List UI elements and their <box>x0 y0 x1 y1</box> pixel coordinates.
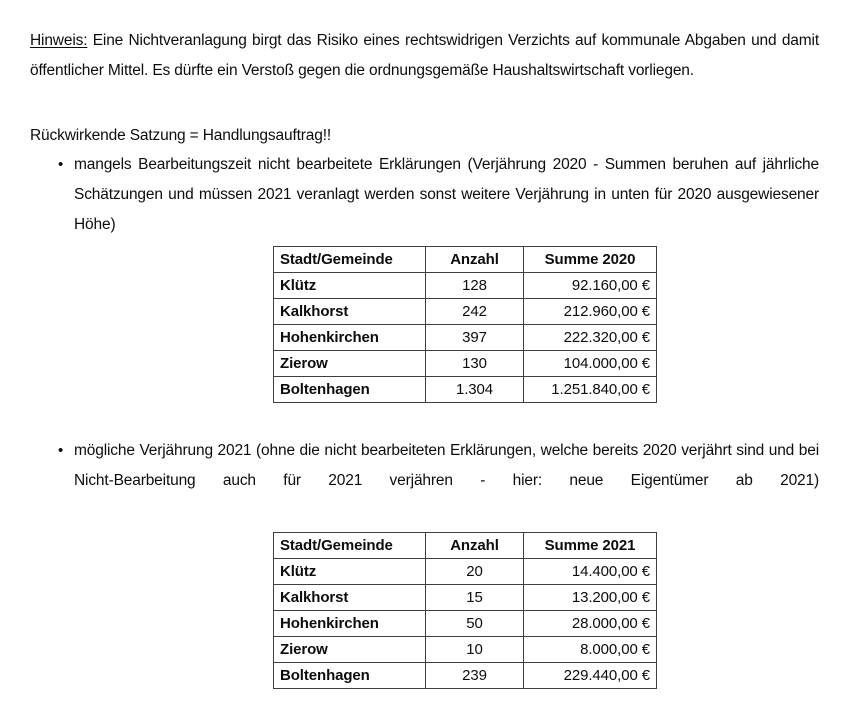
intro-lead-label: Hinweis: <box>30 31 88 49</box>
cell-count: 128 <box>426 273 524 299</box>
table-row <box>274 377 657 403</box>
cell-count: 50 <box>426 611 524 637</box>
table-header-row <box>274 533 657 559</box>
cell-sum: 92.160,00 € <box>524 273 657 299</box>
cell-count: 1.304 <box>426 377 524 403</box>
cell-municipality: Boltenhagen <box>274 663 426 689</box>
cell-count: 20 <box>426 559 524 585</box>
table-header-2021 <box>274 533 657 559</box>
table-row <box>274 299 657 325</box>
column-header-municipality: Stadt/Gemeinde <box>274 247 426 273</box>
column-header-sum: Summe 2021 <box>524 533 657 559</box>
cell-sum: 1.251.840,00 € <box>524 377 657 403</box>
bullet-marker-icon: • <box>58 442 64 459</box>
cell-count: 130 <box>426 351 524 377</box>
cell-count: 242 <box>426 299 524 325</box>
bullet-item-text: mögliche Verjährung 2021 (ohne die nicht bearbeiteten Erklärungen, welche bereits 2020 verjährt sind und bei Nicht-Bearbeitung auch für 2021 verjähren - hier: neue Eigentümer ab 2021) <box>74 442 819 489</box>
table-row <box>274 611 657 637</box>
column-header-count: Anzahl <box>426 533 524 559</box>
intro-body-text: Eine Nichtveranlagung birgt das Risiko eines rechtswidrigen Verzichts auf kommunale Abgaben und damit öffentlicher Mittel. Es dürfte ein Verstoß gegen die ordnungsgemäße Haushaltswirtschaft vorliegen. <box>30 31 819 79</box>
cell-municipality: Klütz <box>274 559 426 585</box>
cell-sum: 222.320,00 € <box>524 325 657 351</box>
table-row <box>274 663 657 689</box>
bullet-marker-icon: • <box>58 156 64 173</box>
table-body-2021 <box>274 559 657 689</box>
retroactive-statute-line: Rückwirkende Satzung = Handlungsauftrag!! <box>30 126 332 144</box>
cell-count: 10 <box>426 637 524 663</box>
cell-sum: 8.000,00 € <box>524 637 657 663</box>
cell-sum: 14.400,00 € <box>524 559 657 585</box>
table-summen-2020 <box>273 246 657 403</box>
cell-sum: 13.200,00 € <box>524 585 657 611</box>
cell-count: 239 <box>426 663 524 689</box>
cell-sum: 28.000,00 € <box>524 611 657 637</box>
table-summen-2021 <box>273 532 657 689</box>
cell-municipality: Hohenkirchen <box>274 325 426 351</box>
column-header-sum: Summe 2020 <box>524 247 657 273</box>
cell-municipality: Hohenkirchen <box>274 611 426 637</box>
column-header-municipality: Stadt/Gemeinde <box>274 533 426 559</box>
cell-municipality: Kalkhorst <box>274 299 426 325</box>
table-body-2020 <box>274 273 657 403</box>
cell-municipality: Klütz <box>274 273 426 299</box>
bullet-item-text: mangels Bearbeitungszeit nicht bearbeitete Erklärungen (Verjährung 2020 - Summen beruhen auf jährliche Schätzungen und müssen 2021 veranlagt werden sonst weitere Verjährung in unten für 2020 ausgewiesener Höhe) <box>74 156 819 233</box>
table-row <box>274 273 657 299</box>
table-row <box>274 559 657 585</box>
cell-sum: 104.000,00 € <box>524 351 657 377</box>
column-header-count: Anzahl <box>426 247 524 273</box>
bullet-item-possible-limitation-2021 <box>58 436 819 526</box>
cell-sum: 212.960,00 € <box>524 299 657 325</box>
table-header-row <box>274 247 657 273</box>
table-row <box>274 351 657 377</box>
cell-count: 15 <box>426 585 524 611</box>
cell-municipality: Zierow <box>274 351 426 377</box>
table-row <box>274 325 657 351</box>
cell-sum: 229.440,00 € <box>524 663 657 689</box>
cell-municipality: Boltenhagen <box>274 377 426 403</box>
intro-paragraph <box>30 26 819 86</box>
table-header-2020 <box>274 247 657 273</box>
cell-municipality: Zierow <box>274 637 426 663</box>
table-row <box>274 585 657 611</box>
table-row <box>274 637 657 663</box>
cell-municipality: Kalkhorst <box>274 585 426 611</box>
cell-count: 397 <box>426 325 524 351</box>
